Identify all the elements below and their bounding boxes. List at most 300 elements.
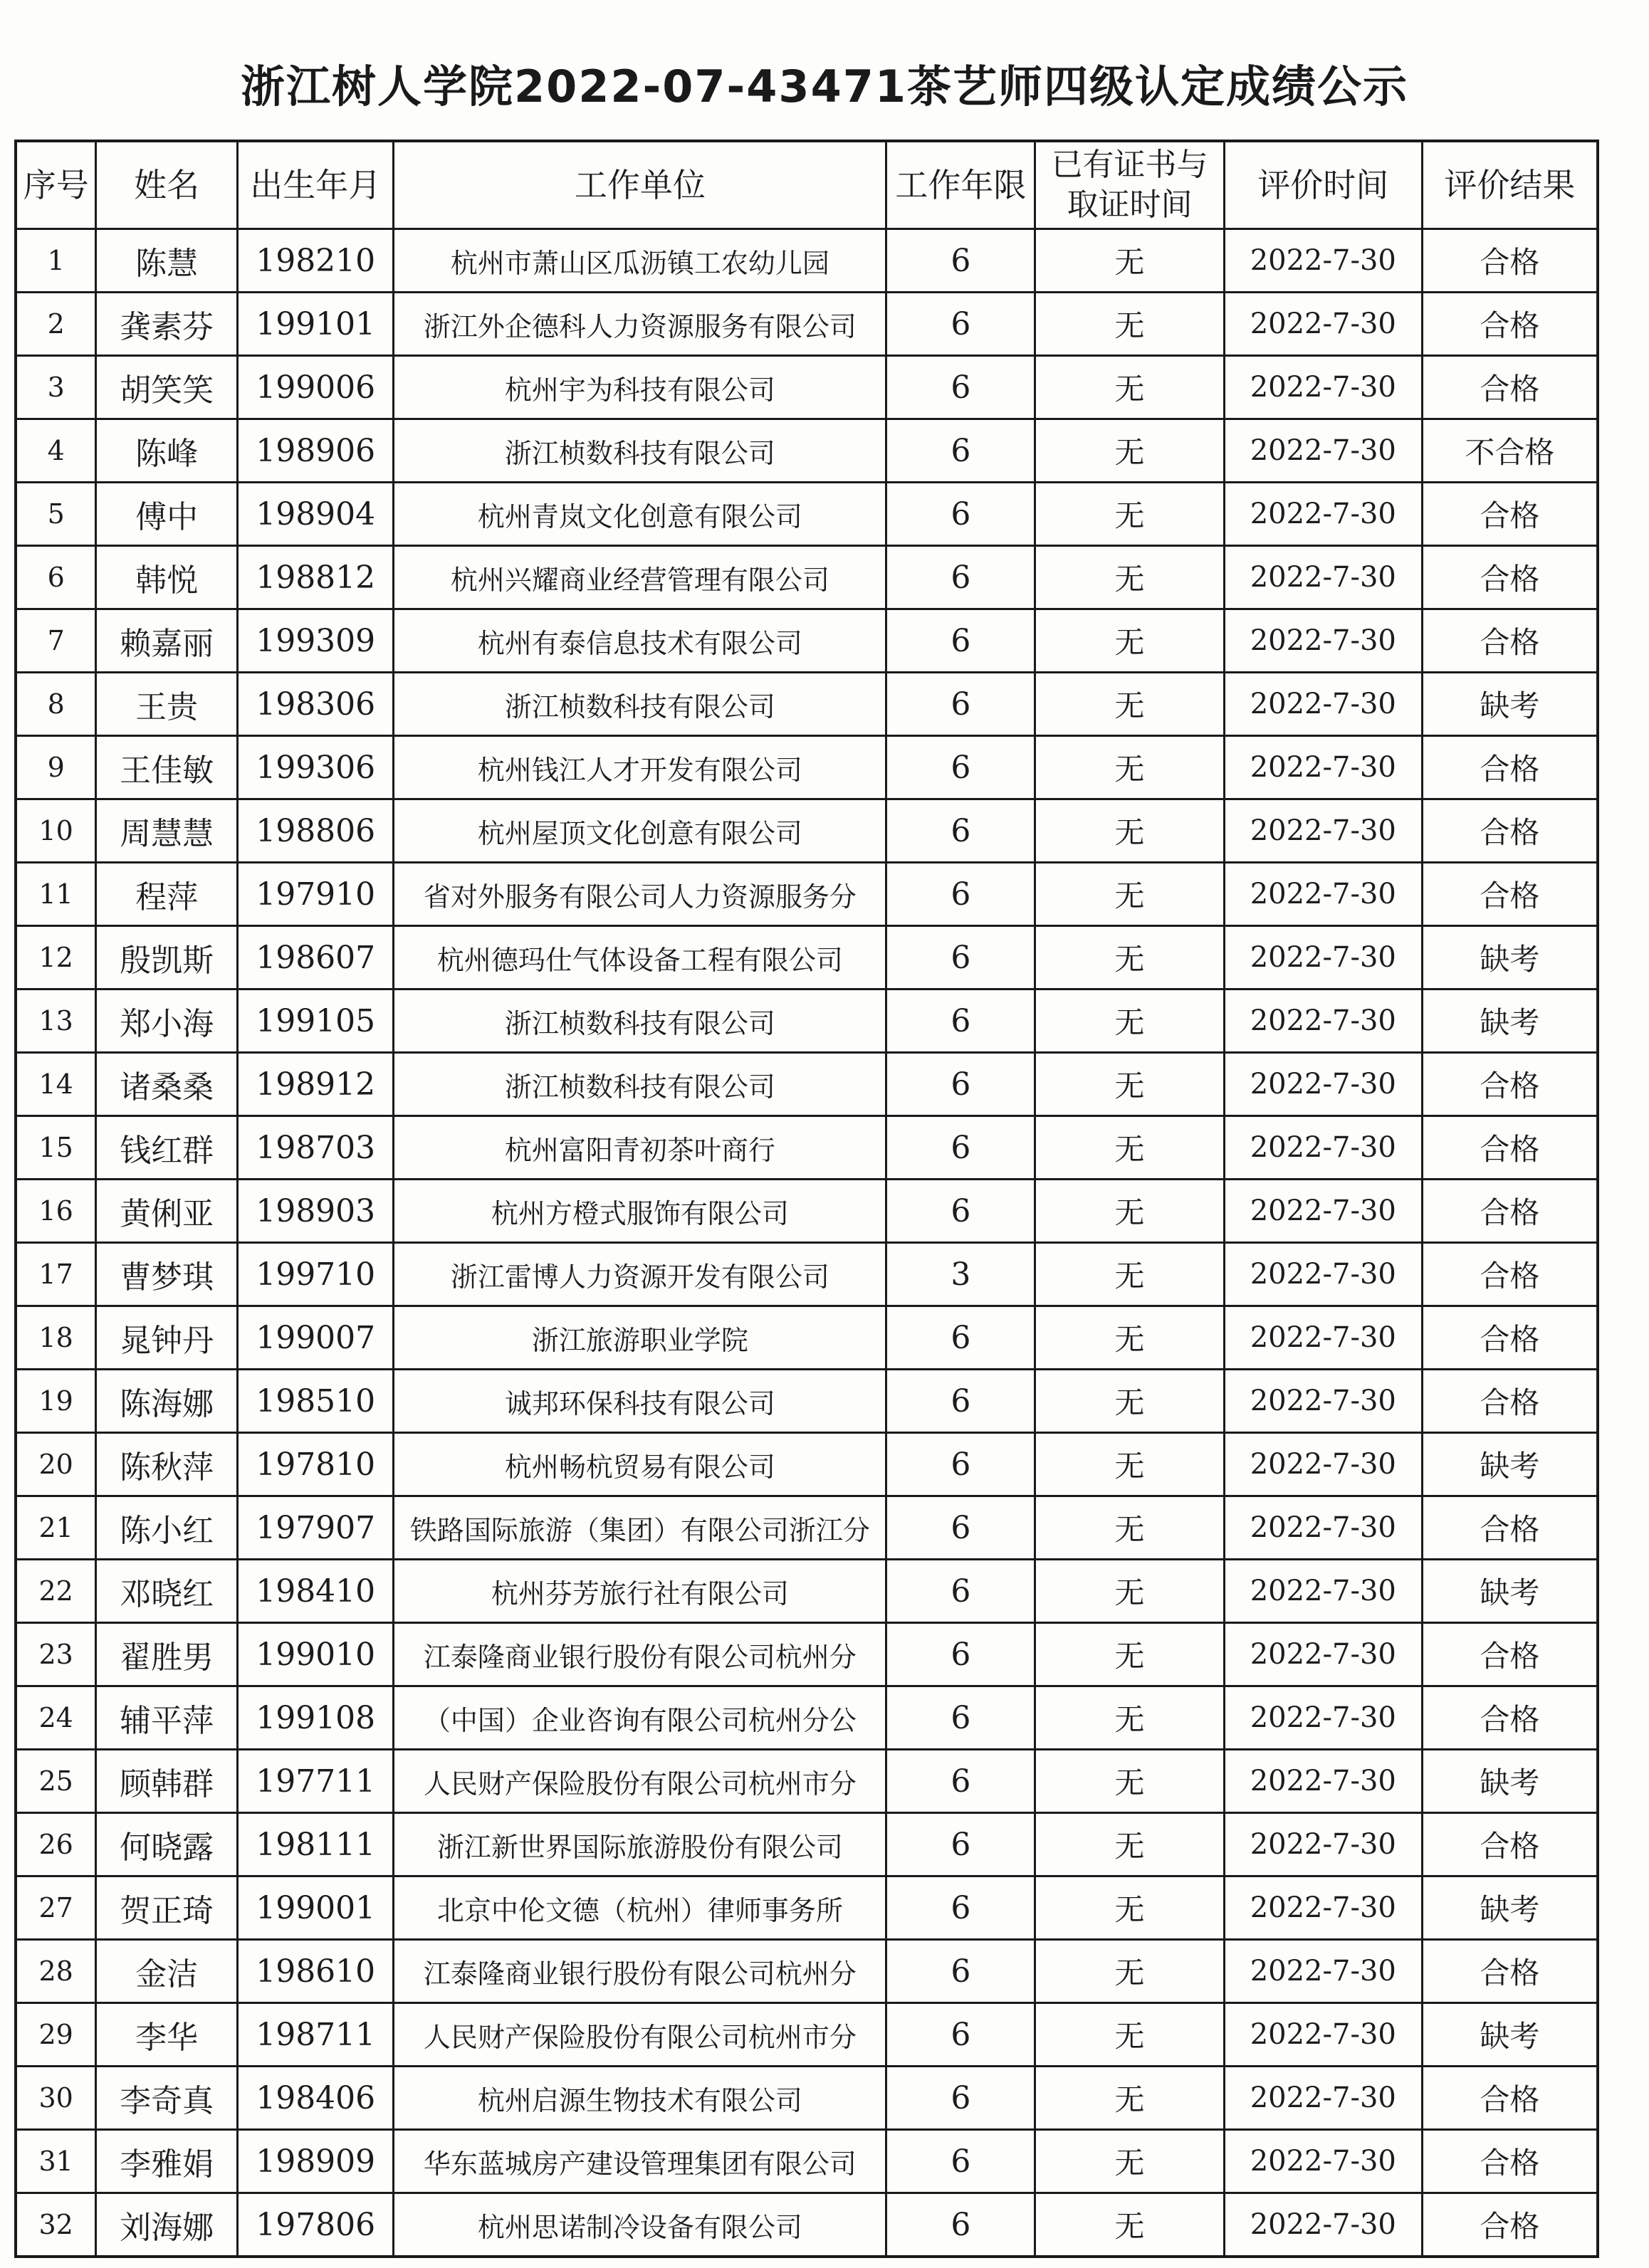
table-row	[16, 1243, 1598, 1306]
cell-years: 6	[886, 1750, 1035, 1813]
cell-result: 合格	[1422, 2130, 1598, 2193]
cell-birth: 198510	[237, 1370, 393, 1433]
cell-cert: 无	[1035, 673, 1224, 736]
cell-index: 1	[16, 229, 96, 293]
results-table	[14, 140, 1599, 2258]
cell-unit: 江泰隆商业银行股份有限公司杭州分	[394, 1623, 886, 1686]
cell-years: 6	[886, 1053, 1035, 1116]
cell-unit: 杭州宇为科技有限公司	[394, 356, 886, 419]
cell-unit: 江泰隆商业银行股份有限公司杭州分	[394, 1940, 886, 2003]
cell-index: 25	[16, 1750, 96, 1813]
table-row	[16, 1370, 1598, 1433]
cell-result: 合格	[1422, 799, 1598, 863]
cell-name: 龚素芬	[96, 293, 238, 356]
table-row	[16, 926, 1598, 989]
cell-name: 程萍	[96, 863, 238, 926]
cell-years: 6	[886, 1496, 1035, 1560]
cell-index: 24	[16, 1686, 96, 1750]
cell-years: 6	[886, 799, 1035, 863]
cell-cert: 无	[1035, 1306, 1224, 1370]
cell-date: 2022-7-30	[1224, 2193, 1422, 2257]
cell-index: 12	[16, 926, 96, 989]
cell-cert: 无	[1035, 1876, 1224, 1940]
cell-birth: 197910	[237, 863, 393, 926]
header-cert	[1035, 141, 1224, 229]
cell-birth: 198410	[237, 1560, 393, 1623]
cell-result: 合格	[1422, 1053, 1598, 1116]
cell-index: 23	[16, 1623, 96, 1686]
cell-date: 2022-7-30	[1224, 1496, 1422, 1560]
cell-cert: 无	[1035, 293, 1224, 356]
cell-years: 3	[886, 1243, 1035, 1306]
cell-index: 19	[16, 1370, 96, 1433]
cell-birth: 198306	[237, 673, 393, 736]
header-index: 序号	[16, 141, 96, 229]
table-header-row	[16, 141, 1598, 229]
cell-index: 17	[16, 1243, 96, 1306]
cell-result: 合格	[1422, 863, 1598, 926]
cell-unit: 浙江雷博人力资源开发有限公司	[394, 1243, 886, 1306]
table-row	[16, 609, 1598, 673]
cell-date: 2022-7-30	[1224, 2130, 1422, 2193]
cell-unit: 人民财产保险股份有限公司杭州市分	[394, 1750, 886, 1813]
cell-name: 贺正琦	[96, 1876, 238, 1940]
header-cert-line-2: 取证时间	[1067, 187, 1193, 223]
table-row	[16, 546, 1598, 609]
cell-name: 韩悦	[96, 546, 238, 609]
cell-date: 2022-7-30	[1224, 736, 1422, 799]
cell-years: 6	[886, 2067, 1035, 2130]
cell-unit: 浙江桢数科技有限公司	[394, 419, 886, 483]
cell-result: 合格	[1422, 1496, 1598, 1560]
cell-cert: 无	[1035, 229, 1224, 293]
cell-name: 曹梦琪	[96, 1243, 238, 1306]
cell-birth: 199001	[237, 1876, 393, 1940]
cell-unit: 杭州屋顶文化创意有限公司	[394, 799, 886, 863]
cell-years: 6	[886, 609, 1035, 673]
cell-index: 16	[16, 1180, 96, 1243]
cell-birth: 199101	[237, 293, 393, 356]
cell-name: 顾韩群	[96, 1750, 238, 1813]
cell-birth: 199007	[237, 1306, 393, 1370]
cell-result: 合格	[1422, 2067, 1598, 2130]
cell-index: 4	[16, 419, 96, 483]
cell-birth: 198610	[237, 1940, 393, 2003]
cell-name: 陈慧	[96, 229, 238, 293]
table-row	[16, 736, 1598, 799]
cell-unit: 浙江桢数科技有限公司	[394, 989, 886, 1053]
cell-unit: 诚邦环保科技有限公司	[394, 1370, 886, 1433]
cell-index: 6	[16, 546, 96, 609]
cell-date: 2022-7-30	[1224, 1750, 1422, 1813]
cell-index: 21	[16, 1496, 96, 1560]
cell-index: 26	[16, 1813, 96, 1876]
cell-cert: 无	[1035, 989, 1224, 1053]
cell-result: 缺考	[1422, 989, 1598, 1053]
cell-unit: 人民财产保险股份有限公司杭州市分	[394, 2003, 886, 2067]
table-row	[16, 1116, 1598, 1180]
cell-name: 王贵	[96, 673, 238, 736]
cell-name: 翟胜男	[96, 1623, 238, 1686]
cell-unit: 杭州畅杭贸易有限公司	[394, 1433, 886, 1496]
cell-years: 6	[886, 1370, 1035, 1433]
cell-birth: 198912	[237, 1053, 393, 1116]
cell-cert: 无	[1035, 2067, 1224, 2130]
cell-cert: 无	[1035, 1813, 1224, 1876]
cell-date: 2022-7-30	[1224, 989, 1422, 1053]
cell-result: 缺考	[1422, 1750, 1598, 1813]
cell-cert: 无	[1035, 1243, 1224, 1306]
cell-index: 18	[16, 1306, 96, 1370]
table-row	[16, 1940, 1598, 2003]
cell-unit: 杭州启源生物技术有限公司	[394, 2067, 886, 2130]
cell-birth: 199108	[237, 1686, 393, 1750]
table-row	[16, 1180, 1598, 1243]
cell-result: 缺考	[1422, 2003, 1598, 2067]
cell-unit: （中国）企业咨询有限公司杭州分公	[394, 1686, 886, 1750]
cell-date: 2022-7-30	[1224, 1940, 1422, 2003]
cell-years: 6	[886, 1116, 1035, 1180]
cell-unit: 浙江桢数科技有限公司	[394, 673, 886, 736]
cell-unit: 杭州市萧山区瓜沥镇工农幼儿园	[394, 229, 886, 293]
cell-cert: 无	[1035, 483, 1224, 546]
cell-birth: 198806	[237, 799, 393, 863]
cell-date: 2022-7-30	[1224, 1433, 1422, 1496]
cell-cert: 无	[1035, 419, 1224, 483]
cell-cert: 无	[1035, 546, 1224, 609]
cell-birth: 197806	[237, 2193, 393, 2257]
cell-years: 6	[886, 673, 1035, 736]
table-row	[16, 2193, 1598, 2257]
cell-result: 合格	[1422, 1813, 1598, 1876]
cell-name: 李华	[96, 2003, 238, 2067]
cell-years: 6	[886, 1940, 1035, 2003]
cell-index: 9	[16, 736, 96, 799]
cell-years: 6	[886, 1560, 1035, 1623]
cell-years: 6	[886, 1433, 1035, 1496]
cell-unit: 华东蓝城房产建设管理集团有限公司	[394, 2130, 886, 2193]
cell-index: 20	[16, 1433, 96, 1496]
cell-years: 6	[886, 863, 1035, 926]
cell-result: 合格	[1422, 483, 1598, 546]
cell-date: 2022-7-30	[1224, 1876, 1422, 1940]
cell-birth: 199105	[237, 989, 393, 1053]
cell-index: 28	[16, 1940, 96, 2003]
cell-name: 胡笑笑	[96, 356, 238, 419]
cell-name: 赖嘉丽	[96, 609, 238, 673]
header-result: 评价结果	[1422, 141, 1598, 229]
cell-birth: 199710	[237, 1243, 393, 1306]
cell-date: 2022-7-30	[1224, 1053, 1422, 1116]
cell-cert: 无	[1035, 356, 1224, 419]
cell-years: 6	[886, 419, 1035, 483]
cell-name: 王佳敏	[96, 736, 238, 799]
cell-name: 何晓露	[96, 1813, 238, 1876]
table-row	[16, 1433, 1598, 1496]
cell-birth: 199309	[237, 609, 393, 673]
cell-unit: 杭州思诺制冷设备有限公司	[394, 2193, 886, 2257]
cell-birth: 198406	[237, 2067, 393, 2130]
cell-cert: 无	[1035, 799, 1224, 863]
cell-result: 缺考	[1422, 1433, 1598, 1496]
cell-birth: 199006	[237, 356, 393, 419]
cell-name: 诸桑桑	[96, 1053, 238, 1116]
cell-cert: 无	[1035, 1750, 1224, 1813]
cell-result: 合格	[1422, 356, 1598, 419]
cell-cert: 无	[1035, 1560, 1224, 1623]
table-row	[16, 2003, 1598, 2067]
cell-cert: 无	[1035, 2003, 1224, 2067]
cell-name: 陈海娜	[96, 1370, 238, 1433]
table-row	[16, 2067, 1598, 2130]
cell-name: 钱红群	[96, 1116, 238, 1180]
cell-years: 6	[886, 356, 1035, 419]
cell-date: 2022-7-30	[1224, 609, 1422, 673]
cell-index: 27	[16, 1876, 96, 1940]
table-row	[16, 799, 1598, 863]
cell-cert: 无	[1035, 1053, 1224, 1116]
cell-index: 14	[16, 1053, 96, 1116]
cell-result: 合格	[1422, 229, 1598, 293]
header-birth: 出生年月	[237, 141, 393, 229]
cell-years: 6	[886, 2130, 1035, 2193]
cell-years: 6	[886, 229, 1035, 293]
cell-result: 合格	[1422, 293, 1598, 356]
cell-name: 金洁	[96, 1940, 238, 2003]
cell-name: 刘海娜	[96, 2193, 238, 2257]
cell-name: 李奇真	[96, 2067, 238, 2130]
cell-index: 11	[16, 863, 96, 926]
cell-name: 陈秋萍	[96, 1433, 238, 1496]
table-row	[16, 1813, 1598, 1876]
cell-years: 6	[886, 989, 1035, 1053]
cell-cert: 无	[1035, 2130, 1224, 2193]
cell-result: 不合格	[1422, 419, 1598, 483]
cell-name: 郑小海	[96, 989, 238, 1053]
table-row	[16, 419, 1598, 483]
cell-result: 合格	[1422, 1180, 1598, 1243]
cell-unit: 杭州有泰信息技术有限公司	[394, 609, 886, 673]
cell-date: 2022-7-30	[1224, 356, 1422, 419]
cell-cert: 无	[1035, 736, 1224, 799]
cell-index: 32	[16, 2193, 96, 2257]
cell-years: 6	[886, 1876, 1035, 1940]
cell-birth: 198904	[237, 483, 393, 546]
cell-index: 2	[16, 293, 96, 356]
cell-cert: 无	[1035, 1686, 1224, 1750]
table-row	[16, 1623, 1598, 1686]
header-date: 评价时间	[1224, 141, 1422, 229]
cell-years: 6	[886, 2193, 1035, 2257]
cell-unit: 省对外服务有限公司人力资源服务分	[394, 863, 886, 926]
cell-index: 7	[16, 609, 96, 673]
cell-unit: 浙江外企德科人力资源服务有限公司	[394, 293, 886, 356]
cell-birth: 197810	[237, 1433, 393, 1496]
cell-unit: 杭州青岚文化创意有限公司	[394, 483, 886, 546]
table-row	[16, 293, 1598, 356]
cell-unit: 杭州德玛仕气体设备工程有限公司	[394, 926, 886, 989]
cell-date: 2022-7-30	[1224, 1686, 1422, 1750]
cell-result: 缺考	[1422, 926, 1598, 989]
table-row	[16, 356, 1598, 419]
cell-name: 周慧慧	[96, 799, 238, 863]
cell-cert: 无	[1035, 2193, 1224, 2257]
cell-unit: 杭州钱江人才开发有限公司	[394, 736, 886, 799]
cell-date: 2022-7-30	[1224, 293, 1422, 356]
cell-date: 2022-7-30	[1224, 1243, 1422, 1306]
table-row	[16, 1560, 1598, 1623]
table-row	[16, 1496, 1598, 1560]
cell-unit: 北京中伦文德（杭州）律师事务所	[394, 1876, 886, 1940]
cell-unit: 杭州富阳青初茶叶商行	[394, 1116, 886, 1180]
cell-date: 2022-7-30	[1224, 1560, 1422, 1623]
cell-years: 6	[886, 483, 1035, 546]
cell-birth: 198111	[237, 1813, 393, 1876]
cell-years: 6	[886, 1306, 1035, 1370]
header-unit: 工作单位	[394, 141, 886, 229]
cell-unit: 浙江新世界国际旅游股份有限公司	[394, 1813, 886, 1876]
table-row	[16, 1750, 1598, 1813]
cell-date: 2022-7-30	[1224, 1370, 1422, 1433]
cell-birth: 199306	[237, 736, 393, 799]
cell-date: 2022-7-30	[1224, 546, 1422, 609]
cell-result: 合格	[1422, 1940, 1598, 2003]
cell-date: 2022-7-30	[1224, 1623, 1422, 1686]
cell-unit: 浙江旅游职业学院	[394, 1306, 886, 1370]
cell-result: 缺考	[1422, 1876, 1598, 1940]
cell-unit: 杭州兴耀商业经营管理有限公司	[394, 546, 886, 609]
cell-unit: 杭州方橙式服饰有限公司	[394, 1180, 886, 1243]
cell-name: 辅平萍	[96, 1686, 238, 1750]
cell-name: 傅中	[96, 483, 238, 546]
cell-date: 2022-7-30	[1224, 799, 1422, 863]
cell-result: 合格	[1422, 1306, 1598, 1370]
cell-result: 合格	[1422, 546, 1598, 609]
cell-name: 陈峰	[96, 419, 238, 483]
cell-result: 合格	[1422, 1370, 1598, 1433]
cell-birth: 199010	[237, 1623, 393, 1686]
cell-date: 2022-7-30	[1224, 483, 1422, 546]
table-row	[16, 483, 1598, 546]
cell-result: 合格	[1422, 2193, 1598, 2257]
cell-birth: 198909	[237, 2130, 393, 2193]
cell-cert: 无	[1035, 926, 1224, 989]
header-years: 工作年限	[886, 141, 1035, 229]
cell-unit: 铁路国际旅游（集团）有限公司浙江分	[394, 1496, 886, 1560]
cell-years: 6	[886, 926, 1035, 989]
cell-index: 8	[16, 673, 96, 736]
cell-cert: 无	[1035, 1433, 1224, 1496]
cell-index: 10	[16, 799, 96, 863]
table-row	[16, 1876, 1598, 1940]
cell-date: 2022-7-30	[1224, 1306, 1422, 1370]
cell-cert: 无	[1035, 1370, 1224, 1433]
header-name: 姓名	[96, 141, 238, 229]
cell-index: 15	[16, 1116, 96, 1180]
cell-birth: 198703	[237, 1116, 393, 1180]
cell-index: 3	[16, 356, 96, 419]
cell-name: 殷凯斯	[96, 926, 238, 989]
cell-cert: 无	[1035, 1180, 1224, 1243]
cell-unit: 浙江桢数科技有限公司	[394, 1053, 886, 1116]
cell-index: 13	[16, 989, 96, 1053]
cell-cert: 无	[1035, 609, 1224, 673]
cell-name: 黄俐亚	[96, 1180, 238, 1243]
cell-date: 2022-7-30	[1224, 229, 1422, 293]
cell-birth: 198812	[237, 546, 393, 609]
cell-birth: 198210	[237, 229, 393, 293]
cell-birth: 198903	[237, 1180, 393, 1243]
cell-birth: 198711	[237, 2003, 393, 2067]
cell-index: 22	[16, 1560, 96, 1623]
cell-birth: 198906	[237, 419, 393, 483]
cell-name: 李雅娟	[96, 2130, 238, 2193]
cell-cert: 无	[1035, 1116, 1224, 1180]
cell-years: 6	[886, 1813, 1035, 1876]
cell-years: 6	[886, 1623, 1035, 1686]
cell-name: 邓晓红	[96, 1560, 238, 1623]
cell-date: 2022-7-30	[1224, 1180, 1422, 1243]
cell-result: 合格	[1422, 1243, 1598, 1306]
cell-years: 6	[886, 1180, 1035, 1243]
cell-cert: 无	[1035, 1496, 1224, 1560]
cell-name: 晁钟丹	[96, 1306, 238, 1370]
cell-years: 6	[886, 546, 1035, 609]
cell-cert: 无	[1035, 1940, 1224, 2003]
cell-years: 6	[886, 2003, 1035, 2067]
table-row	[16, 2130, 1598, 2193]
cell-date: 2022-7-30	[1224, 2003, 1422, 2067]
table-row	[16, 229, 1598, 293]
cell-result: 合格	[1422, 736, 1598, 799]
cell-name: 陈小红	[96, 1496, 238, 1560]
cell-birth: 198607	[237, 926, 393, 989]
cell-date: 2022-7-30	[1224, 673, 1422, 736]
cell-years: 6	[886, 1686, 1035, 1750]
cell-birth: 197907	[237, 1496, 393, 1560]
table-row	[16, 1306, 1598, 1370]
cell-index: 30	[16, 2067, 96, 2130]
cell-result: 合格	[1422, 609, 1598, 673]
cell-index: 31	[16, 2130, 96, 2193]
cell-years: 6	[886, 293, 1035, 356]
cell-date: 2022-7-30	[1224, 1813, 1422, 1876]
document-title: 浙江树人学院2022-07-43471茶艺师四级认定成绩公示	[240, 61, 1408, 112]
cell-result: 合格	[1422, 1623, 1598, 1686]
cell-date: 2022-7-30	[1224, 1116, 1422, 1180]
cell-years: 6	[886, 736, 1035, 799]
header-cert-line-1: 已有证书与	[1051, 147, 1208, 183]
cell-birth: 197711	[237, 1750, 393, 1813]
cell-date: 2022-7-30	[1224, 419, 1422, 483]
cell-date: 2022-7-30	[1224, 2067, 1422, 2130]
cell-unit: 杭州芬芳旅行社有限公司	[394, 1560, 886, 1623]
table-row	[16, 1686, 1598, 1750]
table-row	[16, 863, 1598, 926]
cell-result: 合格	[1422, 1116, 1598, 1180]
table-row	[16, 989, 1598, 1053]
cell-date: 2022-7-30	[1224, 926, 1422, 989]
cell-cert: 无	[1035, 863, 1224, 926]
table-row	[16, 673, 1598, 736]
cell-result: 缺考	[1422, 1560, 1598, 1623]
cell-index: 29	[16, 2003, 96, 2067]
cell-result: 缺考	[1422, 673, 1598, 736]
cell-index: 5	[16, 483, 96, 546]
cell-result: 合格	[1422, 1686, 1598, 1750]
cell-date: 2022-7-30	[1224, 863, 1422, 926]
table-row	[16, 1053, 1598, 1116]
